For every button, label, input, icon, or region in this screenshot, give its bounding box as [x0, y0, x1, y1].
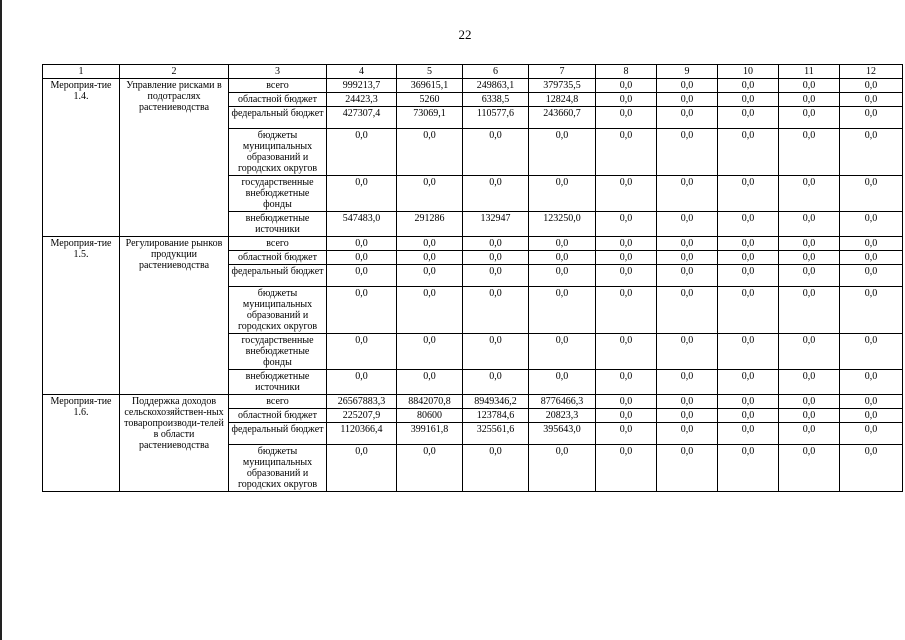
value-cell: 243660,7: [529, 107, 596, 129]
value-cell: 0,0: [779, 107, 840, 129]
value-cell: 0,0: [327, 129, 397, 176]
value-cell: 0,0: [718, 79, 779, 93]
event-code-cell: Мероприя-тие 1.6.: [43, 395, 120, 492]
value-cell: 0,0: [657, 334, 718, 370]
value-cell: 0,0: [397, 287, 463, 334]
value-cell: 0,0: [840, 107, 903, 129]
value-cell: 8842070,8: [397, 395, 463, 409]
value-cell: 73069,1: [397, 107, 463, 129]
value-cell: 0,0: [327, 334, 397, 370]
value-cell: 0,0: [596, 265, 657, 287]
funding-source-cell: бюджеты муниципальных образований и городских округов: [229, 445, 327, 492]
value-cell: 0,0: [779, 237, 840, 251]
event-name-cell: Управление рисками в подотраслях растениеводства: [120, 79, 229, 237]
value-cell: 0,0: [529, 334, 596, 370]
table-row: [43, 237, 903, 251]
table-row: [43, 79, 903, 93]
funding-source-cell: всего: [229, 395, 327, 409]
value-cell: 0,0: [596, 129, 657, 176]
funding-source-cell: областной бюджет: [229, 409, 327, 423]
value-cell: 0,0: [596, 370, 657, 395]
value-cell: 0,0: [840, 237, 903, 251]
funding-source-cell: внебюджетные источники: [229, 370, 327, 395]
value-cell: 24423,3: [327, 93, 397, 107]
value-cell: 0,0: [657, 176, 718, 212]
value-cell: 0,0: [718, 409, 779, 423]
value-cell: 26567883,3: [327, 395, 397, 409]
value-cell: 0,0: [657, 395, 718, 409]
value-cell: 0,0: [657, 212, 718, 237]
value-cell: 0,0: [596, 409, 657, 423]
value-cell: 0,0: [779, 212, 840, 237]
value-cell: 0,0: [718, 265, 779, 287]
value-cell: 0,0: [779, 409, 840, 423]
value-cell: 0,0: [657, 79, 718, 93]
value-cell: 0,0: [657, 423, 718, 445]
value-cell: 0,0: [596, 176, 657, 212]
value-cell: 0,0: [779, 370, 840, 395]
value-cell: 0,0: [596, 79, 657, 93]
value-cell: 0,0: [718, 212, 779, 237]
value-cell: 0,0: [840, 93, 903, 107]
value-cell: 249863,1: [463, 79, 529, 93]
funding-source-cell: федеральный бюджет: [229, 107, 327, 129]
funding-source-cell: всего: [229, 237, 327, 251]
value-cell: 0,0: [463, 445, 529, 492]
funding-source-cell: федеральный бюджет: [229, 423, 327, 445]
value-cell: 0,0: [779, 176, 840, 212]
value-cell: 0,0: [596, 423, 657, 445]
value-cell: 132947: [463, 212, 529, 237]
event-name-cell: Регулирование рынков продукции растениеводства: [120, 237, 229, 395]
value-cell: 225207,9: [327, 409, 397, 423]
value-cell: 0,0: [327, 176, 397, 212]
value-cell: 0,0: [779, 79, 840, 93]
value-cell: 0,0: [779, 287, 840, 334]
value-cell: 0,0: [840, 395, 903, 409]
value-cell: 0,0: [596, 287, 657, 334]
value-cell: 0,0: [463, 251, 529, 265]
value-cell: 369615,1: [397, 79, 463, 93]
value-cell: 0,0: [596, 212, 657, 237]
value-cell: 0,0: [463, 370, 529, 395]
value-cell: 0,0: [657, 237, 718, 251]
value-cell: 8949346,2: [463, 395, 529, 409]
value-cell: 0,0: [327, 251, 397, 265]
value-cell: 0,0: [397, 176, 463, 212]
value-cell: 0,0: [779, 334, 840, 370]
value-cell: 12824,8: [529, 93, 596, 107]
value-cell: 6338,5: [463, 93, 529, 107]
value-cell: 0,0: [779, 93, 840, 107]
column-header: 10: [718, 65, 779, 79]
value-cell: 0,0: [718, 237, 779, 251]
value-cell: 0,0: [596, 107, 657, 129]
value-cell: 0,0: [397, 334, 463, 370]
funding-source-cell: областной бюджет: [229, 93, 327, 107]
value-cell: 0,0: [840, 265, 903, 287]
value-cell: 0,0: [718, 93, 779, 107]
page-number: 22: [458, 27, 472, 42]
column-header: 6: [463, 65, 529, 79]
value-cell: 0,0: [463, 176, 529, 212]
column-header: 4: [327, 65, 397, 79]
value-cell: 0,0: [463, 287, 529, 334]
value-cell: 0,0: [327, 445, 397, 492]
value-cell: 0,0: [463, 334, 529, 370]
value-cell: 291286: [397, 212, 463, 237]
value-cell: 0,0: [657, 129, 718, 176]
column-header: 9: [657, 65, 718, 79]
value-cell: 0,0: [463, 265, 529, 287]
value-cell: 0,0: [463, 129, 529, 176]
value-cell: 0,0: [840, 423, 903, 445]
value-cell: 0,0: [840, 334, 903, 370]
value-cell: 0,0: [596, 93, 657, 107]
value-cell: 0,0: [779, 445, 840, 492]
column-header: 3: [229, 65, 327, 79]
funding-source-cell: бюджеты муниципальных образований и городских округов: [229, 129, 327, 176]
funding-source-cell: государственные внебюджетные фонды: [229, 334, 327, 370]
value-cell: 0,0: [840, 409, 903, 423]
value-cell: 999213,7: [327, 79, 397, 93]
value-cell: 0,0: [529, 129, 596, 176]
value-cell: 0,0: [397, 265, 463, 287]
column-header: 11: [779, 65, 840, 79]
value-cell: 0,0: [718, 107, 779, 129]
value-cell: 0,0: [596, 251, 657, 265]
value-cell: 0,0: [840, 445, 903, 492]
value-cell: 0,0: [529, 176, 596, 212]
value-cell: 0,0: [529, 237, 596, 251]
value-cell: 0,0: [718, 423, 779, 445]
value-cell: 0,0: [529, 287, 596, 334]
column-header: 7: [529, 65, 596, 79]
value-cell: 0,0: [718, 395, 779, 409]
value-cell: 20823,3: [529, 409, 596, 423]
value-cell: 0,0: [596, 395, 657, 409]
value-cell: 8776466,3: [529, 395, 596, 409]
value-cell: 0,0: [657, 265, 718, 287]
value-cell: 0,0: [779, 251, 840, 265]
funding-source-cell: федеральный бюджет: [229, 265, 327, 287]
value-cell: 0,0: [840, 212, 903, 237]
value-cell: 0,0: [596, 334, 657, 370]
value-cell: 0,0: [840, 251, 903, 265]
value-cell: 0,0: [657, 251, 718, 265]
value-cell: 0,0: [327, 370, 397, 395]
value-cell: 395643,0: [529, 423, 596, 445]
funding-source-cell: бюджеты муниципальных образований и городских округов: [229, 287, 327, 334]
value-cell: 0,0: [397, 370, 463, 395]
value-cell: 399161,8: [397, 423, 463, 445]
value-cell: 0,0: [718, 251, 779, 265]
value-cell: 0,0: [779, 395, 840, 409]
value-cell: 0,0: [529, 445, 596, 492]
value-cell: 123250,0: [529, 212, 596, 237]
value-cell: 0,0: [657, 107, 718, 129]
value-cell: 0,0: [718, 129, 779, 176]
value-cell: 0,0: [327, 265, 397, 287]
value-cell: 0,0: [596, 445, 657, 492]
value-cell: 0,0: [327, 287, 397, 334]
value-cell: 0,0: [397, 251, 463, 265]
page-left-edge: [0, 0, 2, 640]
value-cell: 0,0: [840, 79, 903, 93]
value-cell: 0,0: [718, 370, 779, 395]
value-cell: 0,0: [718, 445, 779, 492]
value-cell: 0,0: [657, 93, 718, 107]
value-cell: 547483,0: [327, 212, 397, 237]
value-cell: 0,0: [529, 265, 596, 287]
value-cell: 0,0: [779, 129, 840, 176]
column-header: 8: [596, 65, 657, 79]
value-cell: 0,0: [397, 237, 463, 251]
value-cell: 379735,5: [529, 79, 596, 93]
column-header: 2: [120, 65, 229, 79]
value-cell: 0,0: [779, 423, 840, 445]
value-cell: 0,0: [657, 409, 718, 423]
column-header: 5: [397, 65, 463, 79]
value-cell: 0,0: [840, 129, 903, 176]
value-cell: 427307,4: [327, 107, 397, 129]
value-cell: 0,0: [463, 237, 529, 251]
funding-table: [42, 64, 903, 492]
value-cell: 0,0: [840, 176, 903, 212]
event-code-cell: Мероприя-тие 1.5.: [43, 237, 120, 395]
value-cell: 0,0: [397, 129, 463, 176]
column-header: 1: [43, 65, 120, 79]
value-cell: 0,0: [718, 176, 779, 212]
value-cell: 0,0: [657, 287, 718, 334]
event-code-cell: Мероприя-тие 1.4.: [43, 79, 120, 237]
value-cell: 0,0: [397, 445, 463, 492]
funding-source-cell: областной бюджет: [229, 251, 327, 265]
value-cell: 0,0: [657, 370, 718, 395]
funding-source-cell: государственные внебюджетные фонды: [229, 176, 327, 212]
value-cell: 0,0: [596, 237, 657, 251]
event-name-cell: Поддержка доходов сельскохозяйствен-ных товаропроизводи-телей в области растениеводства: [120, 395, 229, 492]
value-cell: 325561,6: [463, 423, 529, 445]
value-cell: 0,0: [779, 265, 840, 287]
value-cell: 0,0: [327, 237, 397, 251]
value-cell: 110577,6: [463, 107, 529, 129]
value-cell: 0,0: [840, 287, 903, 334]
funding-source-cell: всего: [229, 79, 327, 93]
value-cell: 123784,6: [463, 409, 529, 423]
value-cell: 5260: [397, 93, 463, 107]
value-cell: 1120366,4: [327, 423, 397, 445]
funding-source-cell: внебюджетные источники: [229, 212, 327, 237]
value-cell: 0,0: [657, 445, 718, 492]
table-row: [43, 395, 903, 409]
column-header: 12: [840, 65, 903, 79]
table-body: [43, 65, 903, 492]
value-cell: 0,0: [840, 370, 903, 395]
value-cell: 0,0: [529, 251, 596, 265]
value-cell: 0,0: [718, 287, 779, 334]
header-row: [43, 65, 903, 79]
value-cell: 80600: [397, 409, 463, 423]
value-cell: 0,0: [718, 334, 779, 370]
value-cell: 0,0: [529, 370, 596, 395]
